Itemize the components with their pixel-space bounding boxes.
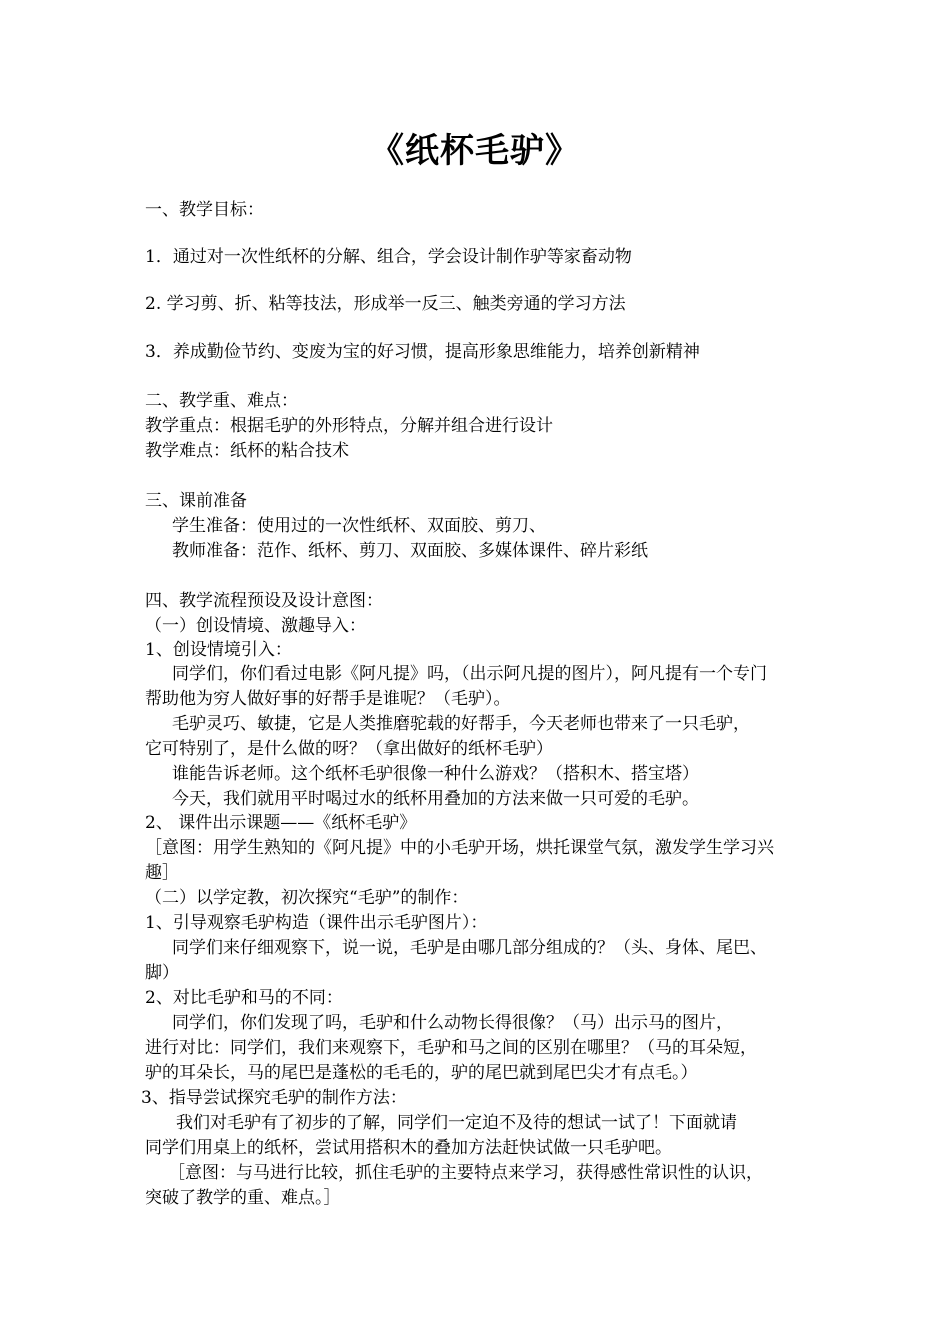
paragraph-line: 同学们来仔细观察下，说一说，毛驴是由哪几部分组成的？（头、身体、尾巴、 [172, 938, 767, 958]
section-heading-process: 四、教学流程预设及设计意图： [145, 591, 383, 611]
key-point: 教学重点：根据毛驴的外形特点，分解并组合进行设计 [145, 416, 553, 436]
subsection-2: （二）以学定教，初次探究“毛驴”的制作： [145, 888, 469, 908]
step-heading: 1、引导观察毛驴构造（课件出示毛驴图片）： [145, 913, 488, 933]
difficult-point: 教学难点：纸杯的粘合技术 [145, 441, 349, 461]
paragraph-line: 它可特别了，是什么做的呀？（拿出做好的纸杯毛驴） [145, 739, 553, 759]
section-heading-key-points: 二、教学重、难点： [145, 391, 298, 411]
section-heading-preparation: 三、课前准备 [145, 491, 247, 511]
student-preparation: 学生准备：使用过的一次性纸杯、双面胶、剪刀、 [172, 516, 546, 536]
subsection-1: （一）创设情境、激趣导入： [145, 616, 366, 636]
paragraph-line: 同学们，你们发现了吗，毛驴和什么动物长得很像？（马）出示马的图片， [172, 1013, 733, 1033]
teacher-preparation: 教师准备：范作、纸杯、剪刀、双面胶、多媒体课件、碎片彩纸 [172, 541, 648, 561]
intent-note-cont: 突破了教学的重、难点。］ [145, 1188, 341, 1208]
step-heading: 2、对比毛驴和马的不同： [145, 988, 343, 1008]
objective-1: 1．通过对一次性纸杯的分解、组合，学会设计制作驴等家畜动物 [145, 247, 632, 267]
document-title: 《纸杯毛驴》 [370, 131, 580, 171]
paragraph-line: 今天，我们就用平时喝过水的纸杯用叠加的方法来做一只可爱的毛驴。 [172, 789, 699, 809]
paragraph-line: 同学们用桌上的纸杯，尝试用搭积木的叠加方法赶快试做一只毛驴吧。 [145, 1138, 672, 1158]
objective-2: 2. 学习剪、折、粘等技法，形成举一反三、触类旁通的学习方法 [145, 294, 626, 314]
paragraph-line: 驴的耳朵长，马的尾巴是蓬松的毛毛的，驴的尾巴就到尾巴尖才有点毛。） [145, 1063, 698, 1083]
step-heading: 3、指导尝试探究毛驴的制作方法： [141, 1088, 407, 1108]
paragraph-line: 我们对毛驴有了初步的了解，同学们一定迫不及待的想试一试了！下面就请 [176, 1113, 737, 1133]
intent-note-cont: 趣］ [145, 863, 179, 883]
intent-note: ［意图：用学生熟知的《阿凡提》中的小毛驴开场，烘托课堂气氛，激发学生学习兴 [145, 838, 774, 858]
paragraph-line: 毛驴灵巧、敏捷，它是人类推磨驼载的好帮手，今天老师也带来了一只毛驴， [172, 714, 750, 734]
paragraph-line: 同学们，你们看过电影《阿凡提》吗，（出示阿凡提的图片），阿凡提有一个专门 [172, 664, 767, 684]
paragraph-line: 帮助他为穷人做好事的好帮手是谁呢？（毛驴）。 [145, 689, 511, 709]
section-heading-objectives: 一、教学目标： [145, 200, 264, 220]
intent-note: ［意图：与马进行比较，抓住毛驴的主要特点来学习，获得感性常识性的认识， [168, 1163, 763, 1183]
step-2-heading: 2、 课件出示课题——《纸杯毛驴》 [145, 813, 417, 833]
objective-3: 3．养成勤俭节约、变废为宝的好习惯，提高形象思维能力，培养创新精神 [145, 342, 700, 362]
step-1-heading: 1、创设情境引入： [145, 640, 292, 660]
paragraph-line: 脚） [145, 963, 179, 983]
paragraph-line: 进行对比：同学们，我们来观察下，毛驴和马之间的区别在哪里？（马的耳朵短， [145, 1038, 757, 1058]
paragraph-line: 谁能告诉老师。这个纸杯毛驴很像一种什么游戏？（搭积木、搭宝塔） [172, 764, 699, 784]
